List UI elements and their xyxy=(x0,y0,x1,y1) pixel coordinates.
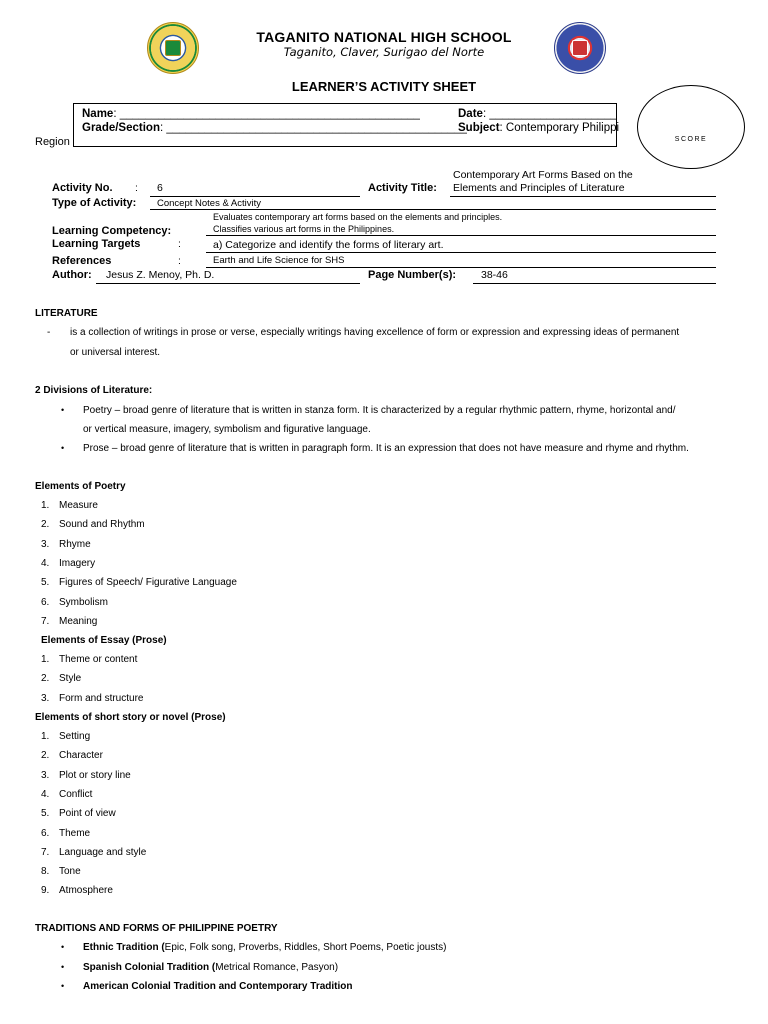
list-item: Theme xyxy=(59,827,91,839)
school-address: Taganito, Claver, Surigao del Norte xyxy=(283,45,485,59)
literature-dash: - xyxy=(47,327,51,338)
list-number: 2. xyxy=(41,673,50,685)
targets-line xyxy=(206,239,716,253)
competency-value-1: Evaluates contemporary art forms based on the elements and principles. xyxy=(213,212,503,222)
bullet-icon: • xyxy=(61,981,65,991)
list-item: Tone xyxy=(59,866,81,878)
subject-field: Subject: Contemporary Philippi xyxy=(458,122,620,134)
list-number: 4. xyxy=(41,557,50,569)
activity-title-label: Activity Title: xyxy=(368,182,437,194)
list-number: 1. xyxy=(41,654,50,665)
list-item: Meaning xyxy=(59,615,98,627)
literature-heading: LITERATURE xyxy=(35,308,98,319)
poetry-definition-1: Poetry – broad genre of literature that is written in stanza form. It is characterized by a regular rhythmic pattern, rhyme, horizontal and/ xyxy=(83,405,676,416)
list-item: Rhyme xyxy=(59,538,91,550)
score-label: SCORE xyxy=(674,136,708,143)
divisions-heading: 2 Divisions of Literature: xyxy=(35,385,153,396)
bullet-icon: • xyxy=(61,942,65,952)
list-item: Character xyxy=(59,750,103,762)
list-number: 1. xyxy=(41,731,50,742)
author-value: Jesus Z. Menoy, Ph. D. xyxy=(106,269,215,281)
list-item: Plot or story line xyxy=(59,769,131,781)
list-number: 2. xyxy=(41,519,50,531)
list-number: 7. xyxy=(41,615,50,627)
activity-no-label: Activity No. xyxy=(52,182,113,194)
learning-targets-colon: : xyxy=(178,238,181,250)
list-number: 9. xyxy=(41,885,50,897)
activity-no-colon: : xyxy=(135,182,138,194)
list-item: Setting xyxy=(59,731,91,742)
activity-title-line1: Contemporary Art Forms Based on the xyxy=(453,169,633,181)
list-number: 2. xyxy=(41,750,50,762)
list-item: Language and style xyxy=(59,846,147,858)
list-item: Atmosphere xyxy=(59,885,113,897)
competency-line xyxy=(206,222,716,236)
references-label: References xyxy=(52,255,112,267)
type-line xyxy=(150,196,716,210)
list-number: 4. xyxy=(41,788,50,800)
american-tradition-item: American Colonial Tradition and Contemporary Tradition xyxy=(83,981,353,992)
list-item: Symbolism xyxy=(59,596,108,608)
learning-targets-value: a) Categorize and identify the forms of literary art. xyxy=(213,239,444,251)
list-item: Style xyxy=(59,673,82,685)
list-number: 5. xyxy=(41,577,50,589)
literature-definition-1: is a collection of writings in prose or verse, especially writings having excellence of form or expression and expressing ideas of permanent xyxy=(70,327,680,338)
spanish-tradition-item: Spanish Colonial Tradition (Metrical Romance, Pasyon) xyxy=(83,962,339,973)
list-item: Measure xyxy=(59,500,98,511)
bullet-icon: • xyxy=(61,962,65,972)
type-of-activity-label: Type of Activity: xyxy=(52,197,137,209)
poetry-elements-heading: Elements of Poetry xyxy=(35,481,126,492)
literature-definition-2: or universal interest. xyxy=(70,347,161,358)
page-number-line xyxy=(473,270,716,284)
learning-competency-label: Learning Competency: xyxy=(52,225,172,237)
essay-elements-heading: Elements of Essay (Prose) xyxy=(41,635,167,646)
sheet-title: LEARNER’S ACTIVITY SHEET xyxy=(291,79,477,94)
page-number-value: 38-46 xyxy=(481,269,508,281)
prose-definition: Prose – broad genre of literature that is written in paragraph form. It is an expression that does not have measure and rhyme and rhythm. xyxy=(83,443,689,454)
author-line xyxy=(96,270,360,284)
bullet-icon: • xyxy=(61,405,65,415)
activity-title-line xyxy=(450,183,716,197)
references-value: Earth and Life Science for SHS xyxy=(213,255,345,266)
page-number-label: Page Number(s): xyxy=(368,269,457,281)
score-circle[interactable] xyxy=(637,85,745,169)
list-number: 8. xyxy=(41,866,50,878)
author-label: Author: xyxy=(52,269,92,281)
learning-targets-label: Learning Targets xyxy=(52,238,141,250)
list-item: Sound and Rhythm xyxy=(59,519,145,531)
list-item: Form and structure xyxy=(59,692,144,704)
list-number: 6. xyxy=(41,827,50,839)
story-elements-heading: Elements of short story or novel (Prose) xyxy=(35,712,226,723)
traditions-heading: TRADITIONS AND FORMS OF PHILIPPINE POETRY xyxy=(35,923,278,934)
references-line xyxy=(206,254,716,268)
list-item: Figures of Speech/ Figurative Language xyxy=(59,577,237,589)
list-number: 7. xyxy=(41,846,50,858)
bullet-icon: • xyxy=(61,443,65,453)
list-number: 3. xyxy=(41,538,50,550)
grade-section-field[interactable]: Grade/Section: _______________________________________________ xyxy=(82,122,467,134)
list-item: Point of view xyxy=(59,808,116,820)
competency-value-2: Classifies various art forms in the Philippines. xyxy=(213,224,395,234)
activity-title-line2: Elements and Principles of Literature xyxy=(453,182,625,194)
list-number: 3. xyxy=(41,769,50,781)
references-colon: : xyxy=(178,255,181,267)
school-name: TAGANITO NATIONAL HIGH SCHOOL xyxy=(256,29,512,45)
type-of-activity-value: Concept Notes & Activity xyxy=(157,198,262,209)
poetry-definition-2: or vertical measure, imagery, symbolism and figurative language. xyxy=(83,424,371,435)
region-label: Region xyxy=(35,136,70,148)
list-item: Theme or content xyxy=(59,654,138,665)
list-number: 3. xyxy=(41,692,50,704)
ethnic-tradition-item: Ethnic Tradition (Epic, Folk song, Proverbs, Riddles, Short Poems, Poetic jousts) xyxy=(83,942,447,953)
list-number: 6. xyxy=(41,596,50,608)
list-number: 1. xyxy=(41,500,50,511)
activity-no-value: 6 xyxy=(157,182,163,194)
date-field[interactable]: Date: ____________________ xyxy=(458,108,618,120)
activity-no-line xyxy=(150,183,360,197)
name-field[interactable]: Name: _______________________________________________ xyxy=(82,108,421,120)
list-item: Imagery xyxy=(59,557,96,569)
list-number: 5. xyxy=(41,808,50,820)
list-item: Conflict xyxy=(59,788,93,800)
